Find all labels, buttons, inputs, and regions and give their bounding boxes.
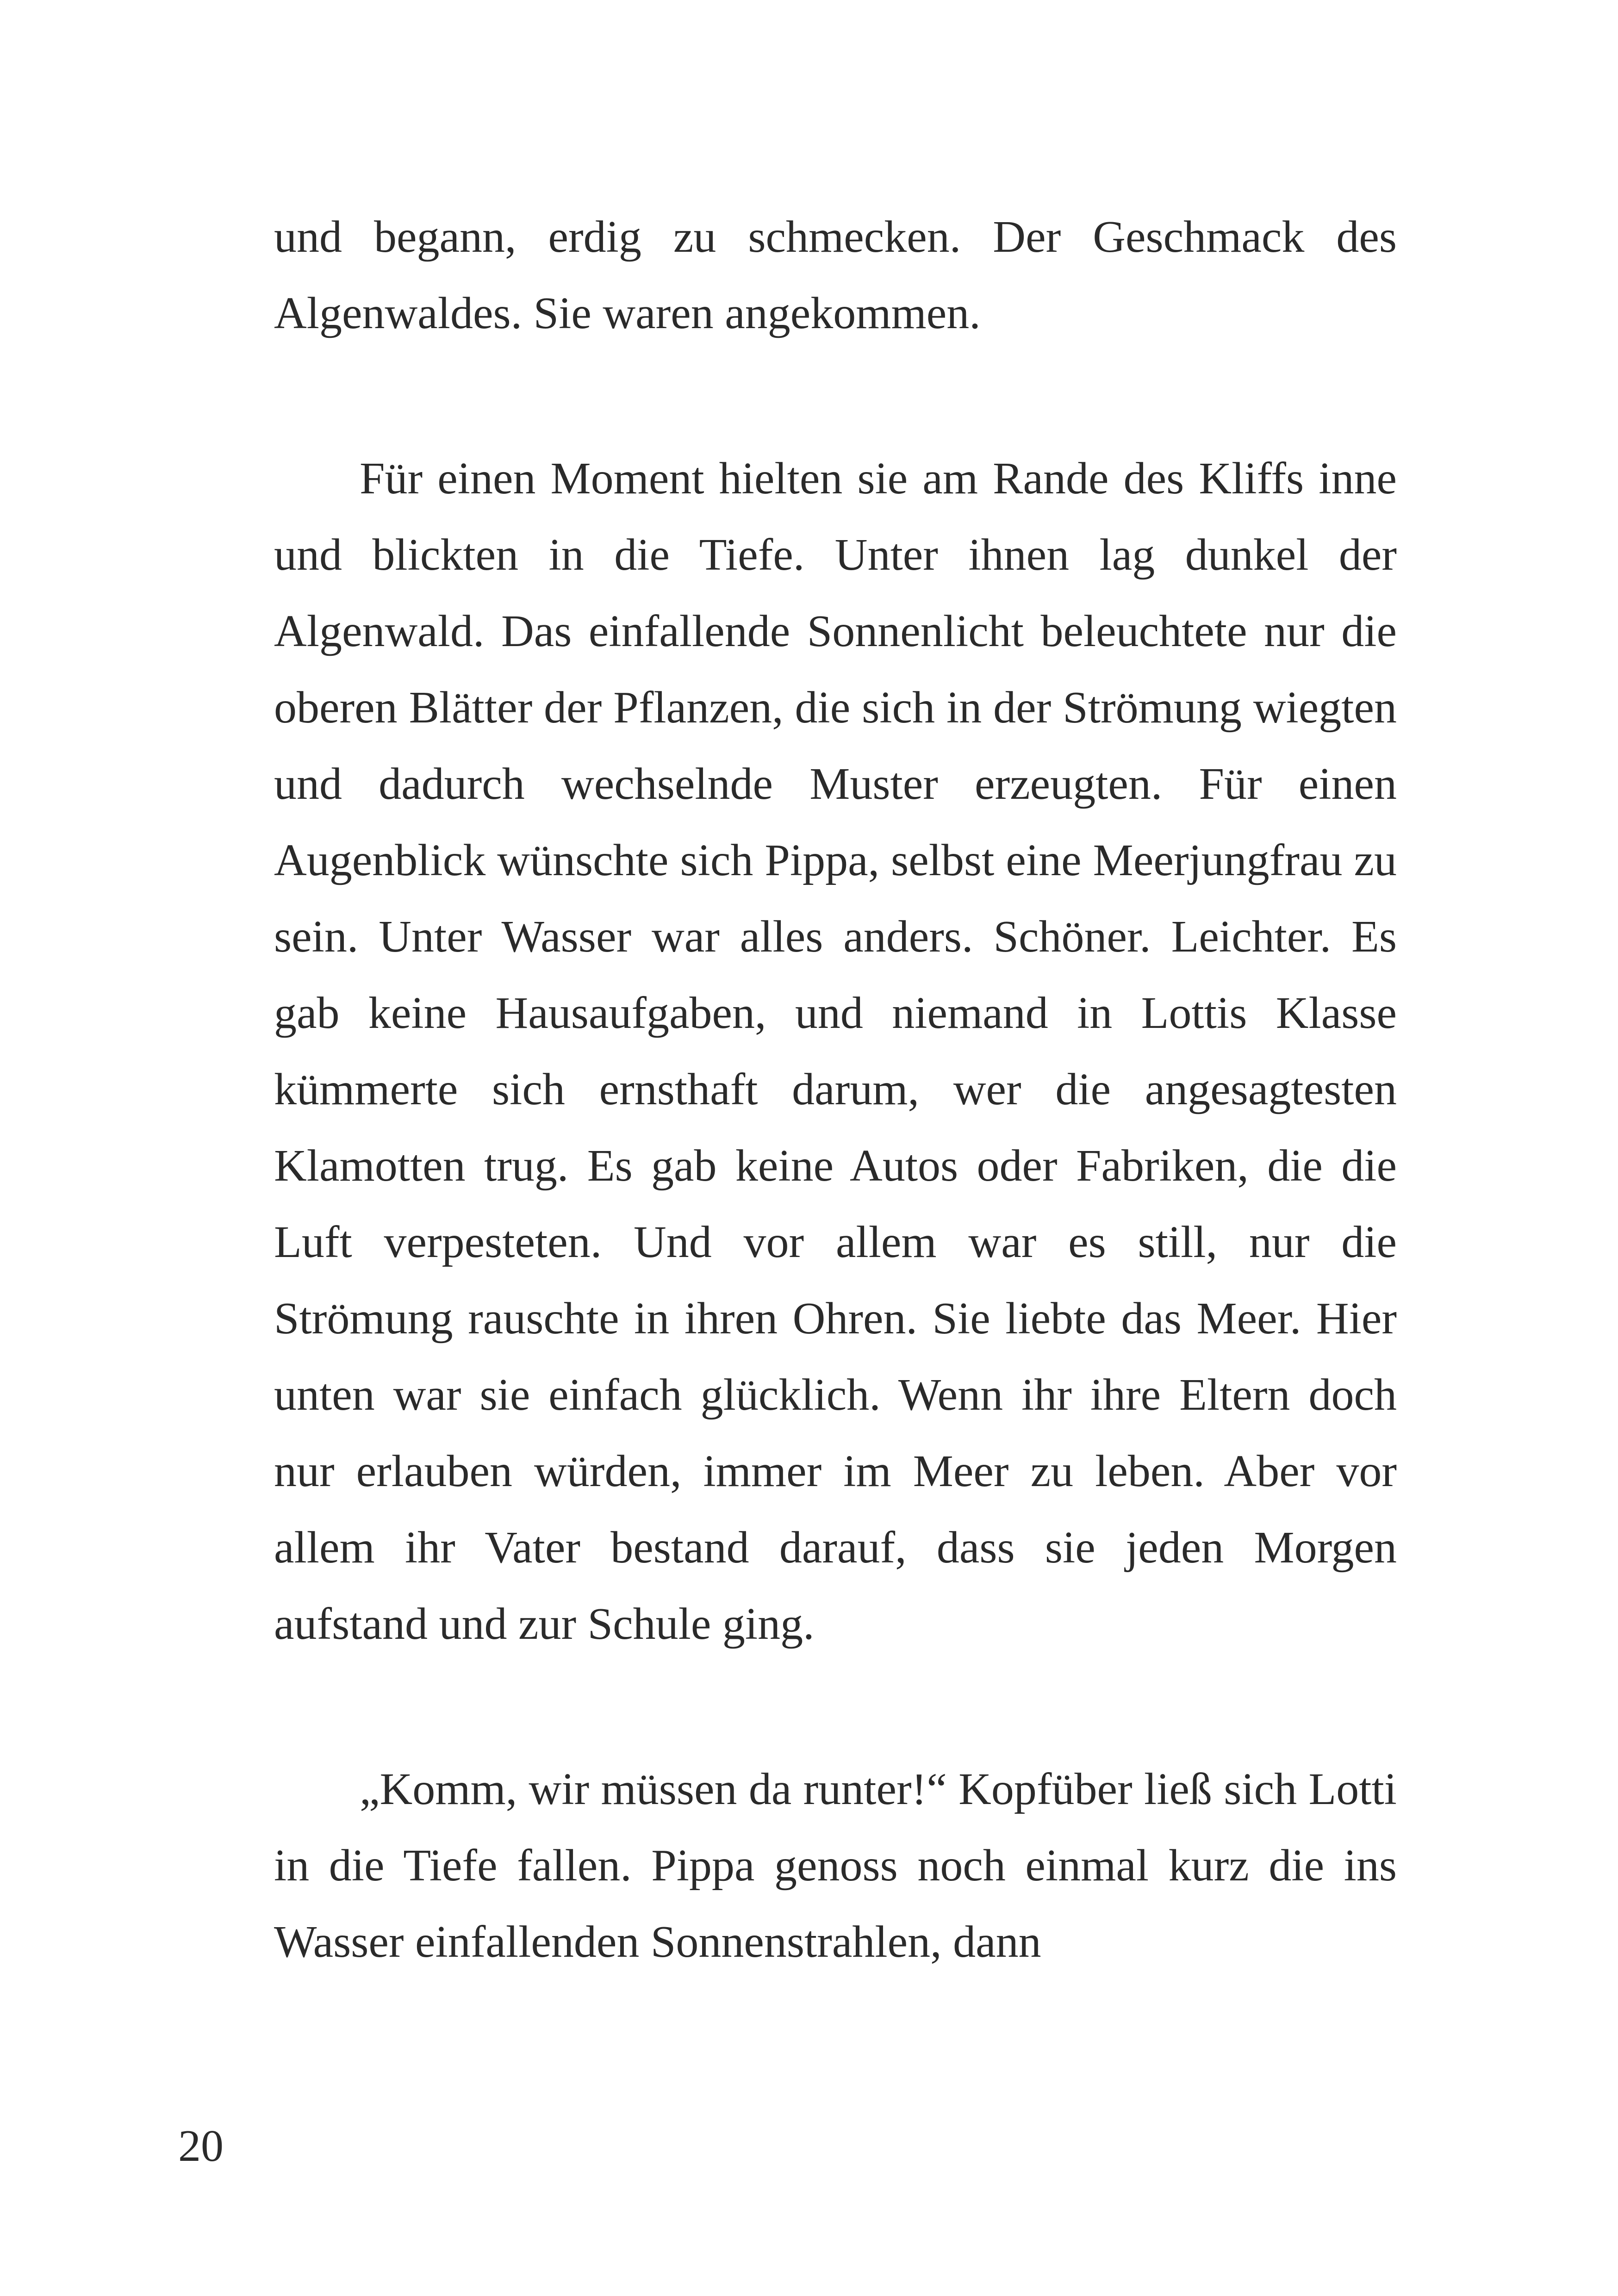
paragraph-1: und begann, erdig zu schmecken. Der Geschmack des Algenwaldes. Sie waren angekommen. [274,212,1397,338]
page-number: 20 [178,2121,224,2171]
paragraph-2: Für einen Moment hielten sie am Rande des Kliffs inne und blickten in die Tiefe. Unter ihnen lag dunkel der Algenwald. Das einfallende Sonnenlicht beleuchtete nur die oberen Blätter der Pflanzen, die sich in der Strömung wiegten und dadurch wechselnde Muster erzeugten. Für einen Augenblick wünschte sich Pippa, selbst eine Meerjungfrau zu sein. Unter Wasser war alles anders. Schöner. Leichter. Es gab keine Hausaufgaben, und niemand in Lottis Klasse kümmerte sich ernsthaft darum, wer die angesagtesten Klamotten trug. Es gab keine Autos oder Fabriken, die die Luft verpesteten. Und vor allem war es still, nur die Strömung rauschte in ihren Ohren. Sie liebte das Meer. Hier unten war sie einfach glücklich. Wenn ihr ihre Eltern doch nur erlauben würden, immer im Meer zu leben. Aber vor allem ihr Vater bestand darauf, dass sie jeden Morgen aufstand und zur Schule ging. [274,454,1397,1649]
body-text [274,199,1397,1980]
paragraph-3: „Komm, wir müssen da runter!“ Kopfüber ließ sich Lotti in die Tiefe fallen. Pippa genoss noch einmal kurz die ins Wasser einfallenden Sonnenstrahlen, dann [274,1764,1397,1967]
